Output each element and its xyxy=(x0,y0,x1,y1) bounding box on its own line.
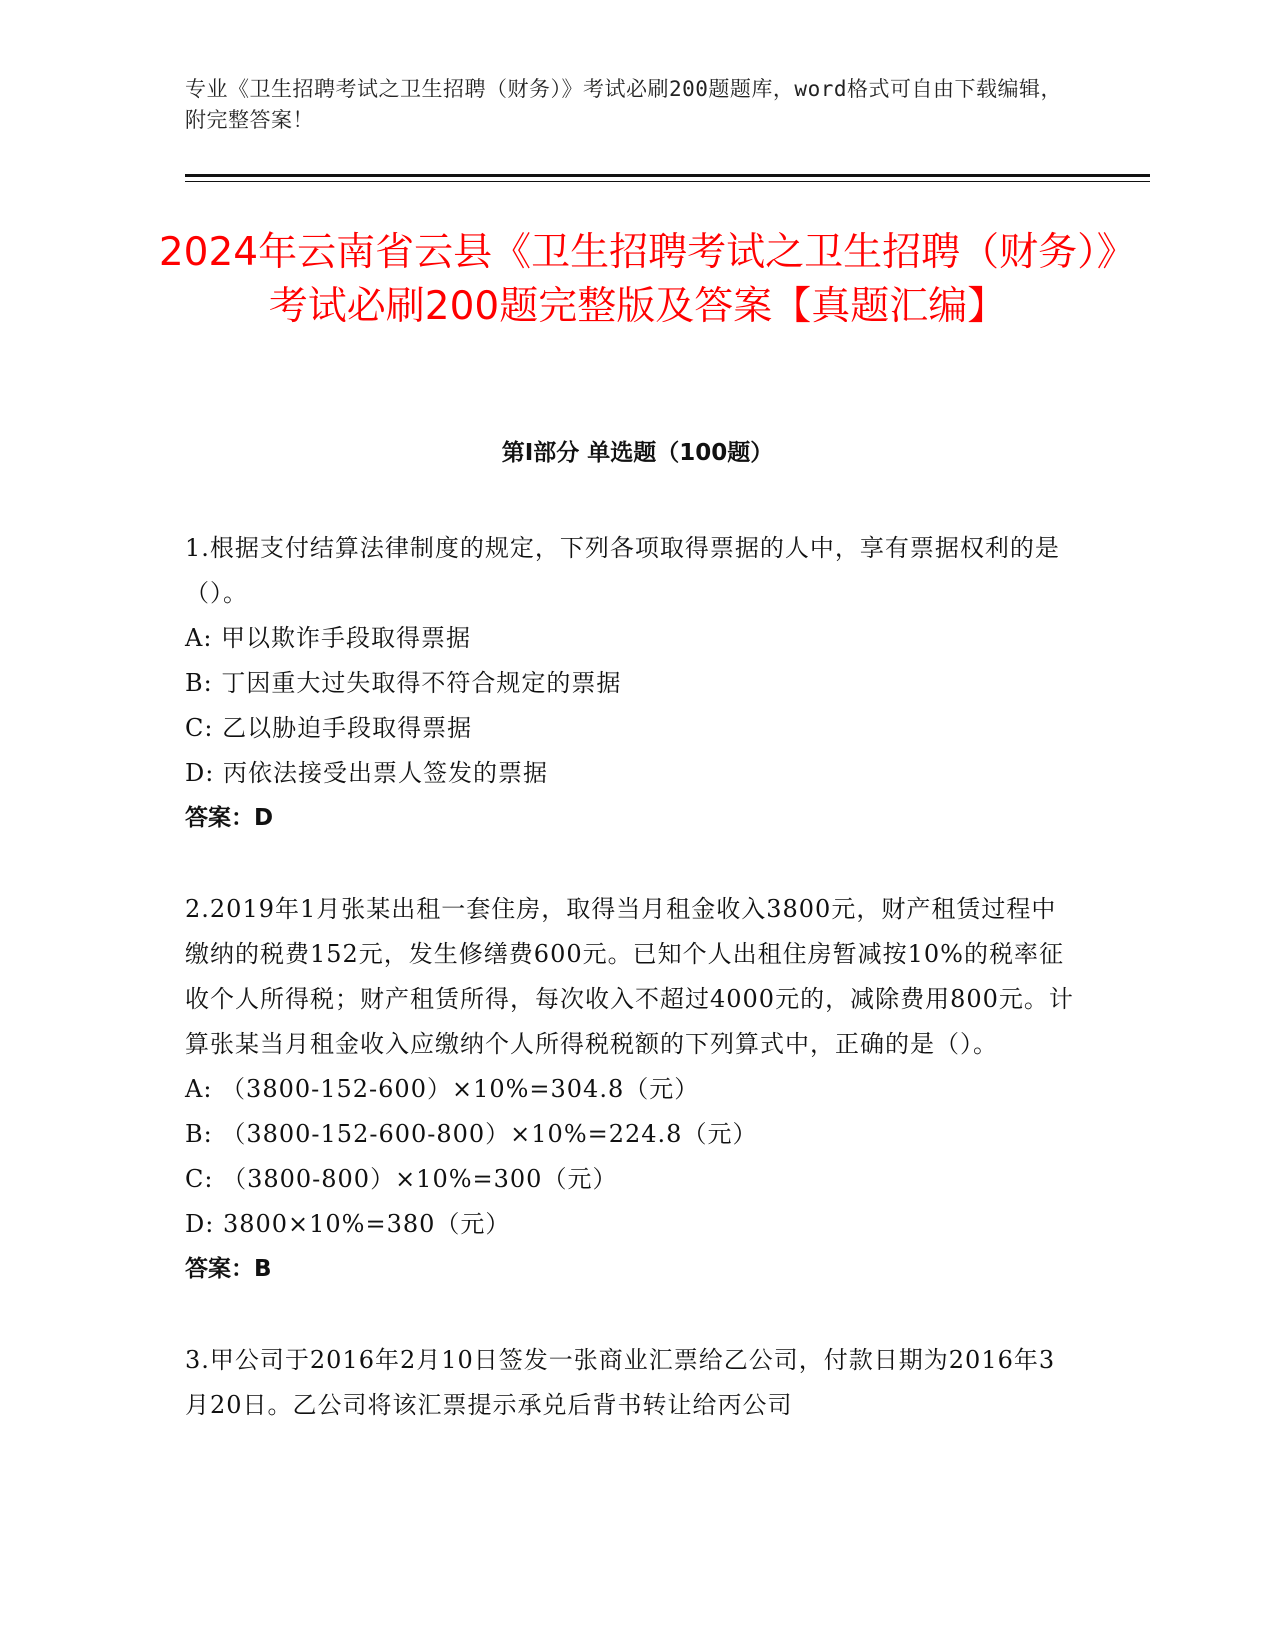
answer-text: 答案：B xyxy=(185,1256,272,1282)
option-a: A: （3800-152-600）×10%=304.8（元） xyxy=(185,1075,700,1103)
question-text: 3.甲公司于2016年2月10日签发一张商业汇票给乙公司，付款日期为2016年3月20日。乙公司将该汇票提示承兑后背书转让给丙公司 xyxy=(185,1346,1056,1419)
question-text: 1.根据支付结算法律制度的规定，下列各项取得票据的人中，享有票据权利的是（）。 xyxy=(185,534,1060,607)
option-d: D: 3800×10%=380（元） xyxy=(185,1210,511,1238)
option-b: B: 丁因重大过失取得不符合规定的票据 xyxy=(185,669,622,697)
question-item xyxy=(185,1338,1080,1428)
question-item xyxy=(185,887,1080,1292)
option-a: A: 甲以欺诈手段取得票据 xyxy=(185,624,472,652)
option-b: B: （3800-152-600-800）×10%=224.8（元） xyxy=(185,1120,758,1148)
header-divider-thin xyxy=(185,181,1150,182)
question-list xyxy=(185,526,1080,1474)
option-d: D: 丙依法接受出票人签发的票据 xyxy=(185,759,548,787)
header-divider-thick xyxy=(185,174,1150,177)
question-item xyxy=(185,526,1080,841)
answer-text: 答案：D xyxy=(185,805,274,831)
document-title: 2024年云南省云县《卫生招聘考试之卫生招聘（财务）》考试必刷200题完整版及答案【真题汇编】 xyxy=(158,230,1117,329)
part-title: 第Ⅰ部分 单选题（100题） xyxy=(501,440,774,466)
option-c: C: 乙以胁迫手段取得票据 xyxy=(185,714,473,742)
question-text: 2.2019年1月张某出租一套住房，取得当月租金收入3800元，财产租赁过程中缴纳的税费152元，发生修缮费600元。已知个人出租住房暂减按10%的税率征收个人所得税；财产租赁所得，每次收入不超过4000元的，减除费用800元。计算张某当月租金收入应缴纳个人所得税税额的下列算式中，正确的是（）。 xyxy=(185,895,1074,1058)
option-c: C: （3800-800）×10%=300（元） xyxy=(185,1165,618,1193)
intro-text: 专业《卫生招聘考试之卫生招聘（财务）》考试必刷200题题库，word格式可自由下载编辑，附完整答案！ xyxy=(185,77,1062,132)
